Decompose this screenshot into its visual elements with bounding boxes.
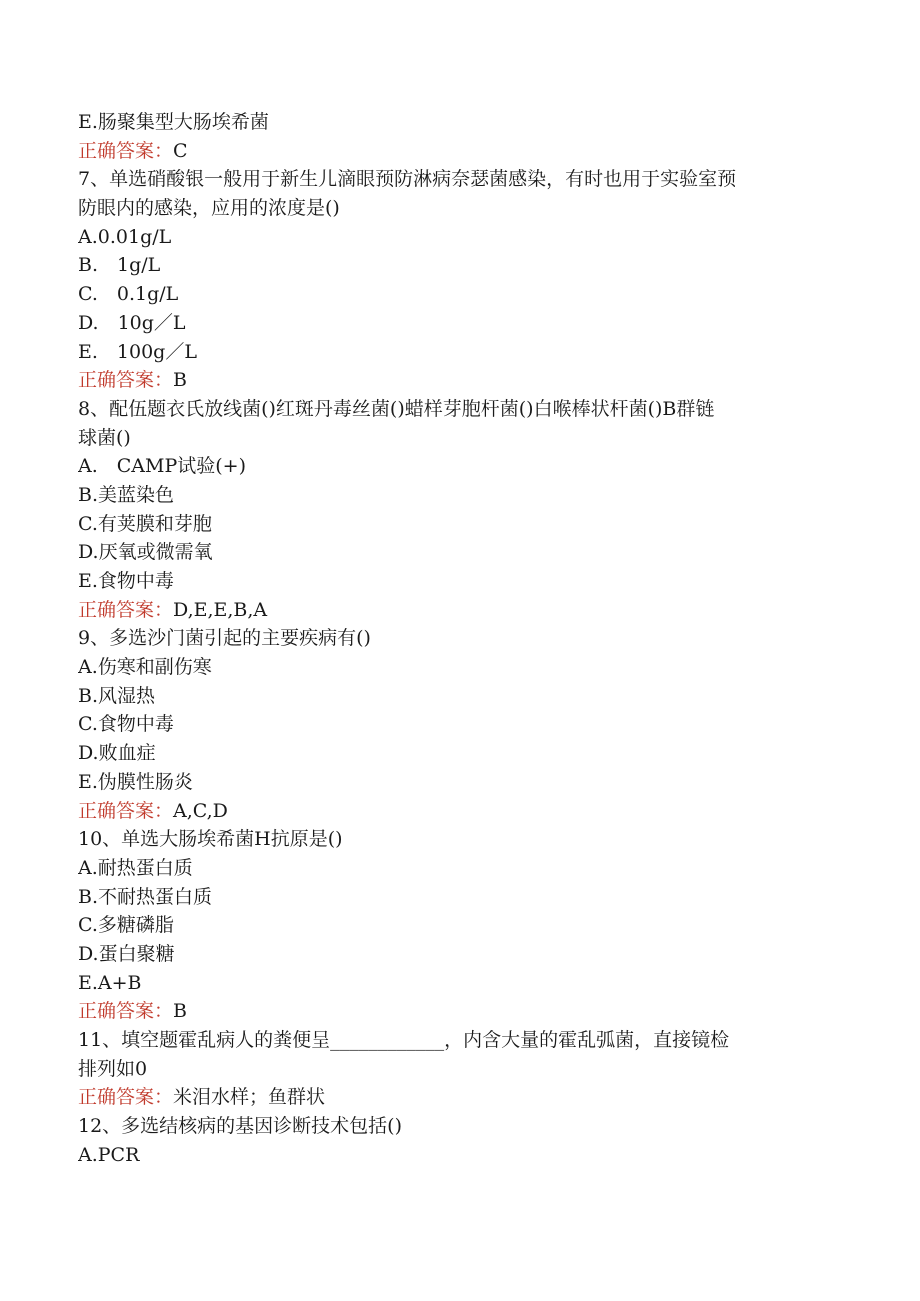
option-text: E.伪膜性肠炎 — [78, 770, 193, 793]
answer-line — [78, 1083, 838, 1112]
option-text: E.肠聚集型大肠埃希菌 — [78, 111, 269, 133]
option-text: C.食物中毒 — [78, 713, 174, 736]
option-text: C.多糖磷脂 — [78, 914, 174, 937]
document-page — [78, 108, 838, 1169]
option-text: E. 100g／L — [78, 340, 197, 363]
question-text: 防眼内的感染，应用的浓度是() — [78, 197, 340, 220]
option-text: C.有荚膜和芽胞 — [78, 512, 212, 535]
answer-label: 正确答案： — [78, 1086, 174, 1109]
question-text: 球菌() — [78, 426, 131, 449]
answer-line — [78, 366, 838, 395]
answer-value: C — [173, 139, 188, 162]
option-text: D. 10g／L — [78, 311, 186, 334]
option-text: D.败血症 — [78, 742, 156, 765]
answer-label: 正确答案： — [78, 799, 174, 822]
question-text: 11、填空题霍乱病人的粪便呈____________，内含大量的霍乱弧菌，直接镜检 — [78, 1029, 730, 1051]
answer-line — [78, 997, 838, 1026]
option-text: E.A+B — [78, 971, 142, 994]
question-text: 9、多选沙门菌引起的主要疾病有() — [78, 627, 371, 650]
option-text: A.PCR — [78, 1143, 140, 1166]
answer-label: 正确答案： — [78, 598, 174, 621]
answer-value: B — [173, 1000, 187, 1023]
option-text: A.0.01g/L — [78, 225, 172, 248]
answer-value: B — [173, 369, 187, 392]
option-text: A.伤寒和副伤寒 — [78, 656, 212, 679]
question-text: 7、单选硝酸银一般用于新生儿滴眼预防淋病奈瑟菌感染，有时也用于实验室预 — [78, 168, 737, 191]
answer-value: 米泪水样；鱼群状 — [173, 1086, 326, 1109]
answer-label: 正确答案： — [78, 139, 174, 162]
option-text: C. 0.1g/L — [78, 283, 179, 306]
answer-value: A,C,D — [173, 799, 228, 822]
question-text: 10、单选大肠埃希菌H抗原是() — [78, 828, 343, 851]
question-text: 排列如0 — [78, 1057, 148, 1080]
answer-line — [78, 797, 838, 826]
answer-line — [78, 137, 838, 166]
answer-label: 正确答案： — [78, 1000, 174, 1023]
question-text: 8、配伍题衣氏放线菌()红斑丹毒丝菌()蜡样芽胞杆菌()白喉棒状杆菌()B群链 — [78, 397, 715, 420]
option-text: A.耐热蛋白质 — [78, 856, 193, 879]
option-text: B.不耐热蛋白质 — [78, 885, 213, 908]
answer-line — [78, 596, 838, 625]
option-text: A. CAMP试验(+) — [78, 455, 247, 478]
option-text: D.厌氧或微需氧 — [78, 541, 213, 564]
option-text: B.风湿热 — [78, 684, 156, 707]
question-text: 12、多选结核病的基因诊断技术包括() — [78, 1115, 403, 1138]
answer-value: D,E,E,B,A — [173, 598, 268, 621]
answer-label: 正确答案： — [78, 369, 174, 392]
option-text: B.美蓝染色 — [78, 483, 175, 506]
option-text: D.蛋白聚糖 — [78, 942, 175, 965]
option-text: E.食物中毒 — [78, 570, 174, 592]
option-text: B. 1g/L — [78, 254, 161, 277]
